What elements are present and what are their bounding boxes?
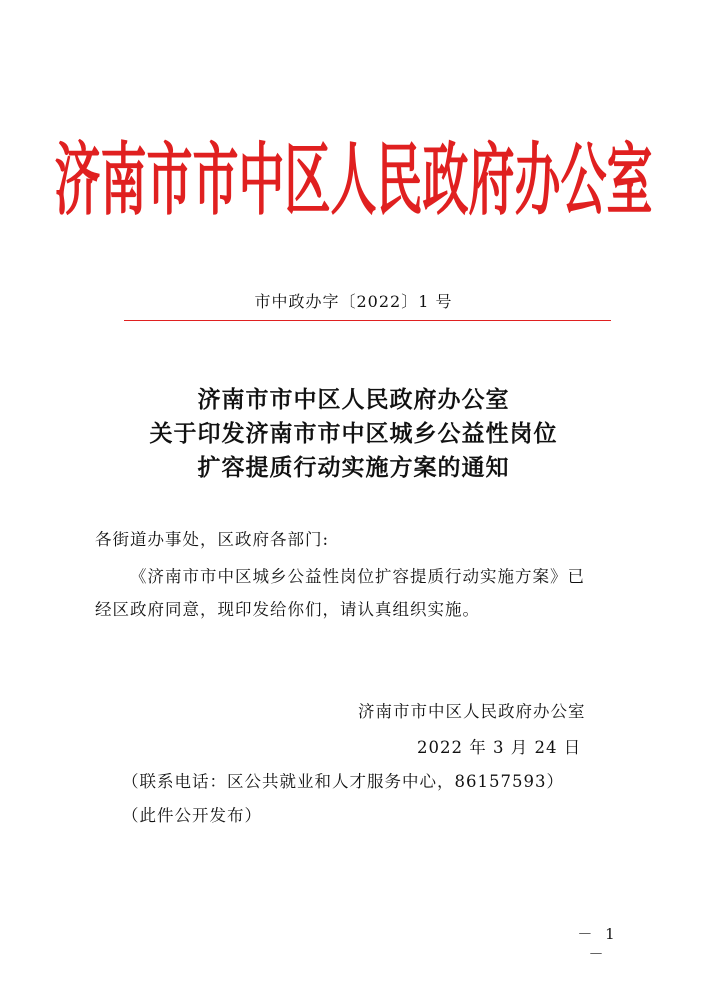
page-number: － 1 －	[577, 925, 619, 963]
document-title	[0, 383, 707, 485]
body-paragraph-line-2: 经区政府同意，现印发给你们，请认真组织实施。	[95, 600, 480, 619]
salutation: 各街道办事处，区政府各部门:	[95, 530, 330, 549]
issuer-header-title: 济南市市中区人民政府办公室	[54, 134, 653, 226]
body-paragraph-line-1: 《济南市市中区城乡公益性岗位扩容提质行动实施方案》已	[130, 567, 585, 586]
signature-date: 2022 年 3 月 24 日	[417, 738, 582, 757]
title-line-2: 关于印发济南市市中区城乡公益性岗位	[149, 420, 558, 447]
document-number: 市中政办字〔2022〕1 号	[254, 292, 453, 311]
publication-note: （此件公开发布）	[122, 806, 262, 825]
title-line-1: 济南市市中区人民政府办公室	[197, 386, 510, 413]
red-divider-line	[124, 320, 611, 321]
signature-issuer: 济南市市中区人民政府办公室	[358, 702, 586, 721]
title-line-3: 扩容提质行动实施方案的通知	[197, 454, 510, 481]
contact-note: （联系电话：区公共就业和人才服务中心，86157593）	[122, 772, 564, 791]
